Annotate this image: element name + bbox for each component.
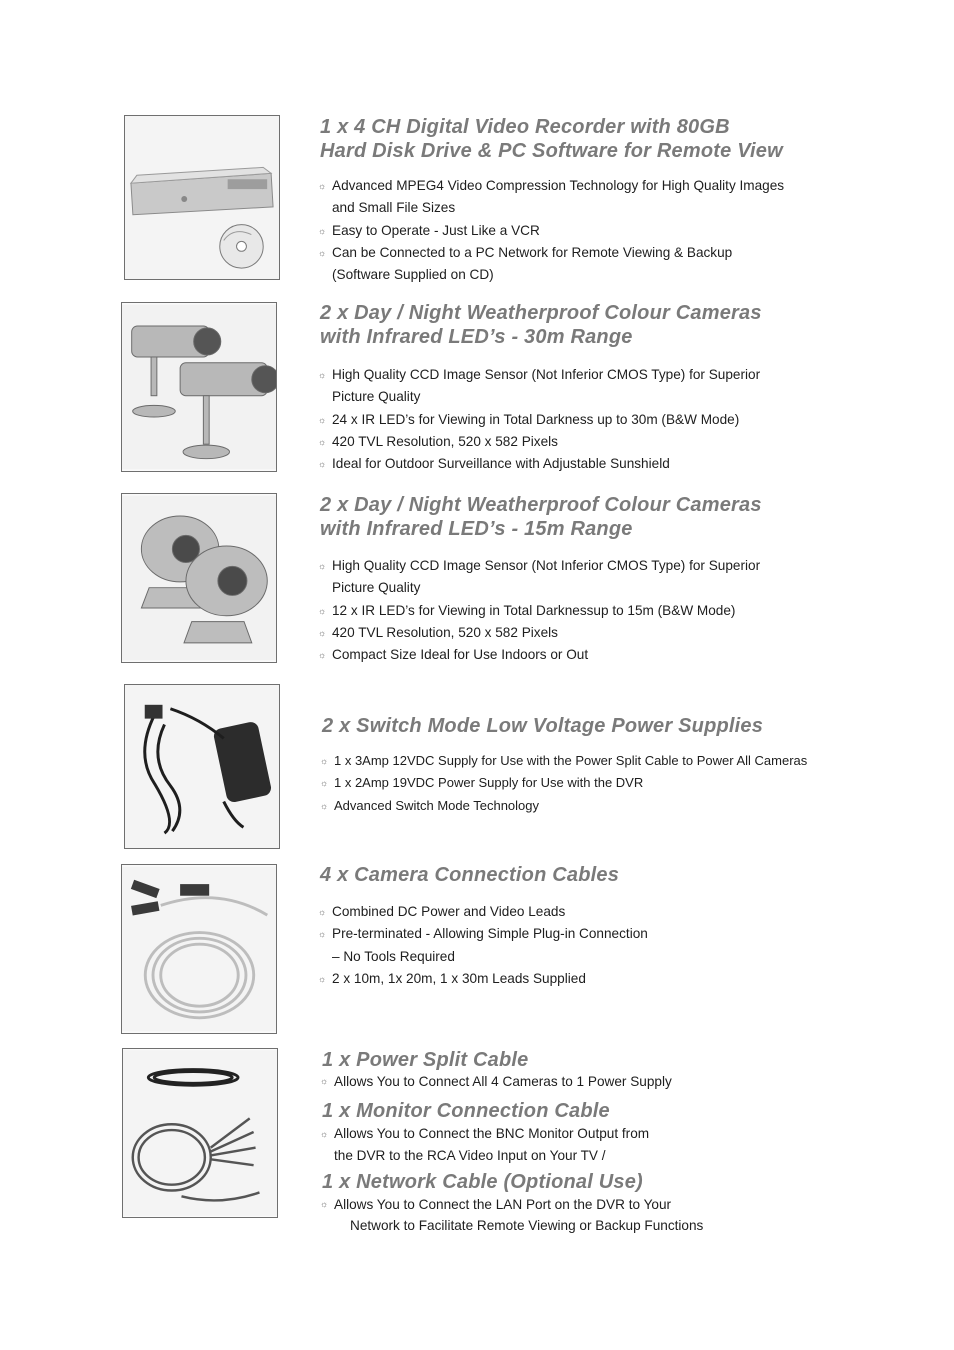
feature-text: High Quality CCD Image Sensor (Not Inferior CMOS Type) for Superior — [332, 558, 761, 573]
feature-list — [320, 175, 840, 286]
heading-line: 4 x Camera Connection Cables — [320, 864, 620, 886]
feature-item — [320, 644, 840, 666]
sun-bullet-icon: ☼ — [320, 800, 329, 811]
sun-bullet-icon: ☼ — [320, 1076, 329, 1086]
section-heading — [322, 1048, 842, 1072]
feature-text-cont: – No Tools Required — [332, 948, 455, 964]
feature-item — [322, 1072, 842, 1091]
power-supply-icon — [125, 685, 279, 848]
feature-list — [320, 901, 840, 990]
sun-bullet-icon: ☼ — [318, 561, 327, 571]
feature-text: Compact Size Ideal for Use Indoors or Out — [332, 647, 589, 663]
feature-list — [322, 1194, 842, 1236]
feature-text: 420 TVL Resolution, 520 x 582 Pixels — [332, 624, 558, 640]
sun-bullet-icon: ☼ — [318, 370, 327, 380]
heading-line: 1 x Monitor Connection Cable — [322, 1100, 610, 1122]
sun-bullet-icon: ☼ — [318, 247, 327, 258]
feature-item — [320, 600, 840, 622]
power-supply-image — [124, 684, 280, 849]
section-heading — [320, 863, 840, 887]
feature-list — [322, 750, 842, 817]
feature-text: Allows You to Connect the LAN Port on the DVR to Your — [334, 1196, 672, 1212]
feature-text-cont: Picture Quality — [332, 389, 421, 405]
heading-line: 2 x Day / Night Weatherproof Colour Cameras — [320, 302, 762, 324]
heading-line: with Infrared LED’s - 30m Range — [320, 326, 633, 348]
sun-bullet-icon: ☼ — [318, 414, 327, 425]
sun-bullet-icon: ☼ — [318, 973, 327, 984]
feature-text: Advanced MPEG4 Video Compression Technology for High Quality Images — [332, 178, 785, 193]
sun-bullet-icon: ☼ — [318, 459, 327, 470]
feature-item — [320, 968, 840, 990]
feature-item — [320, 175, 840, 220]
section-heading — [322, 714, 842, 738]
feature-text: 1 x 2Amp 19VDC Power Supply for Use with the DVR — [334, 775, 644, 791]
feature-item — [322, 1194, 842, 1236]
feature-text: 12 x IR LED’s for Viewing in Total Darknessup to 15m (B&W Mode) — [332, 602, 736, 618]
feature-list — [322, 1072, 842, 1091]
feature-text: Ideal for Outdoor Surveillance with Adjustable Sunshield — [332, 456, 670, 472]
sun-bullet-icon: ☼ — [318, 929, 327, 940]
feature-item — [320, 453, 840, 475]
feature-text: 24 x IR LED’s for Viewing in Total Darkness up to 30m (B&W Mode) — [332, 411, 740, 427]
cable-coil-icon — [122, 865, 276, 1033]
feature-list — [320, 555, 840, 666]
sun-bullet-icon: ☼ — [318, 907, 327, 917]
feature-text: 2 x 10m, 1x 20m, 1 x 30m Leads Supplied — [332, 970, 586, 986]
heading-line: 2 x Day / Night Weatherproof Colour Cameras — [320, 494, 762, 516]
feature-item — [322, 795, 842, 817]
feature-item — [320, 364, 840, 409]
feature-item — [322, 1123, 842, 1168]
section-heading — [322, 1099, 842, 1123]
assorted-cables-image — [122, 1048, 278, 1218]
feature-item — [320, 622, 840, 644]
heading-line: 1 x 4 CH Digital Video Recorder with 80GB — [320, 116, 730, 138]
feature-item — [320, 923, 840, 968]
feature-list — [320, 364, 840, 475]
heading-line: Hard Disk Drive & PC Software for Remote View — [320, 140, 783, 162]
section-heading — [322, 1170, 842, 1194]
heading-line: 1 x Network Cable (Optional Use) — [322, 1170, 643, 1193]
section-heading — [320, 115, 840, 163]
feature-text: Allows You to Connect All 4 Cameras to 1 Power Supply — [334, 1074, 672, 1089]
feature-text-cont: the DVR to the RCA Video Input on Your TV / — [334, 1148, 606, 1164]
sun-bullet-icon: ☼ — [320, 1129, 329, 1139]
section-heading — [320, 301, 840, 349]
sun-bullet-icon: ☼ — [318, 605, 327, 616]
feature-item — [320, 242, 840, 287]
sun-bullet-icon: ☼ — [320, 1198, 329, 1209]
feature-text: Pre-terminated - Allowing Simple Plug-in Connection — [332, 926, 648, 942]
heading-line: 1 x Power Split Cable — [322, 1049, 529, 1071]
sun-bullet-icon: ☼ — [318, 650, 327, 661]
heading-line: with Infrared LED’s - 15m Range — [320, 518, 633, 540]
connection-cable-image — [121, 864, 277, 1034]
feature-text: 420 TVL Resolution, 520 x 582 Pixels — [332, 433, 558, 449]
sun-bullet-icon: ☼ — [320, 778, 329, 789]
feature-item — [320, 431, 840, 453]
sun-bullet-icon: ☼ — [318, 181, 327, 191]
section-heading — [320, 493, 840, 541]
feature-text-cont: and Small File Sizes — [332, 200, 456, 216]
sun-bullet-icon: ☼ — [320, 756, 329, 766]
feature-text-cont: Network to Facilitate Remote Viewing or Backup Functions — [350, 1217, 704, 1233]
feature-text: Can be Connected to a PC Network for Remote Viewing & Backup — [332, 244, 733, 260]
dvr-recorder-icon — [125, 116, 279, 279]
sun-bullet-icon: ☼ — [318, 436, 327, 447]
feature-item — [320, 901, 840, 923]
feature-text: High Quality CCD Image Sensor (Not Inferior CMOS Type) for Superior — [332, 367, 761, 382]
heading-line: 2 x Switch Mode Low Voltage Power Supplies — [322, 715, 764, 737]
sun-bullet-icon: ☼ — [318, 627, 327, 638]
compact-cameras-image — [121, 493, 277, 663]
feature-text: 1 x 3Amp 12VDC Supply for Use with the Power Split Cable to Power All Cameras — [334, 753, 808, 768]
feature-item — [320, 555, 840, 600]
feature-text: Combined DC Power and Video Leads — [332, 904, 566, 919]
feature-text: Advanced Switch Mode Technology — [334, 797, 539, 813]
assorted-cables-icon — [123, 1049, 277, 1217]
feature-item — [320, 220, 840, 242]
feature-item — [320, 409, 840, 431]
feature-text-cont: (Software Supplied on CD) — [332, 267, 494, 283]
bullet-cameras-image — [121, 302, 277, 472]
feature-list — [322, 1123, 842, 1168]
feature-item — [322, 772, 842, 794]
sun-bullet-icon: ☼ — [318, 225, 327, 236]
feature-text: Allows You to Connect the BNC Monitor Output from — [334, 1126, 650, 1141]
dvr-image — [124, 115, 280, 280]
feature-item — [322, 750, 842, 772]
compact-camera-icon — [122, 494, 276, 662]
feature-text-cont: Picture Quality — [332, 580, 421, 596]
feature-text: Easy to Operate - Just Like a VCR — [332, 222, 540, 238]
bullet-camera-icon — [122, 303, 276, 471]
